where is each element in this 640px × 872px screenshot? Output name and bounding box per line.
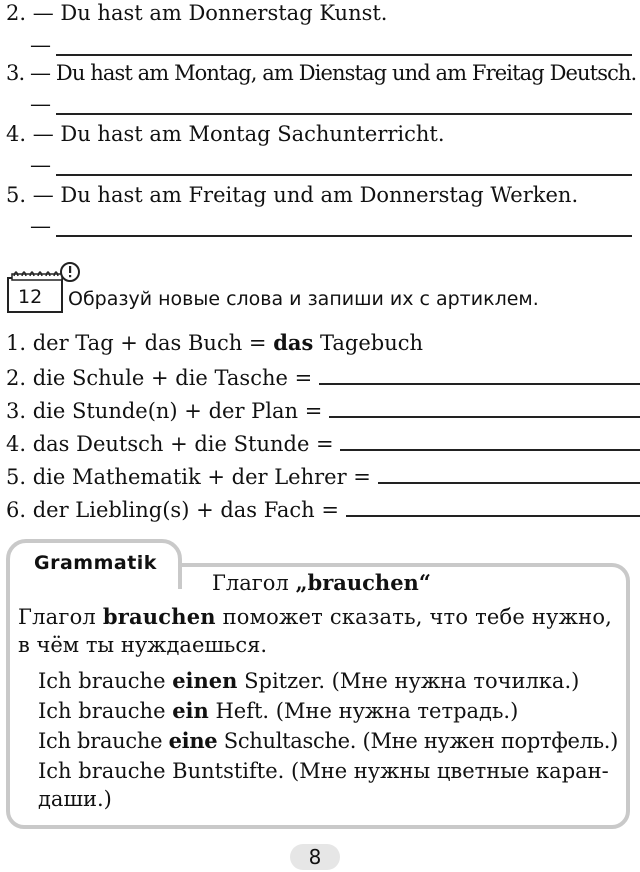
example-left: 1. der Tag + das Buch = [6, 331, 274, 355]
intro-verb: brauchen [102, 604, 216, 629]
write-line[interactable] [340, 429, 640, 451]
intro-prefix: Глагол [18, 605, 103, 629]
dash: — [30, 92, 51, 116]
question-4: 4. — Du hast am Montag Sachunterricht. [6, 122, 445, 146]
task-text: 5. die Mathematik + der Lehrer = [6, 465, 371, 489]
exercise-number: 12 [18, 286, 43, 308]
example-post: Schultasche. (Мне нужен портфель.) [217, 729, 619, 753]
task-6 [6, 495, 640, 523]
example-4 [38, 758, 609, 784]
task-4 [6, 429, 640, 457]
answer-line-5[interactable] [30, 213, 632, 239]
title-prefix: Глагол [212, 571, 296, 595]
example-word: Tagebuch [313, 331, 424, 355]
example-3 [38, 728, 618, 754]
example-4-cont: даши.) [38, 787, 112, 811]
exercise-12-instruction: Образуй новые слова и запиши их с артиклем. [68, 288, 539, 310]
example-pre: Ich brauche [38, 699, 173, 723]
task-text: 2. die Schule + die Tasche = [6, 366, 313, 390]
example-pre: Ich brauche Buntstifte. (Мне нужны цветные каран- [38, 759, 609, 783]
intro-text: поможет сказать, что тебе нужно, [215, 605, 613, 629]
write-line[interactable] [56, 54, 632, 56]
example-article: ein [172, 698, 209, 723]
task-text: 4. das Deutsch + die Stunde = [6, 432, 334, 456]
write-line[interactable] [378, 462, 640, 484]
answer-line-4[interactable] [30, 152, 632, 178]
example-line [6, 330, 423, 356]
dash: — [30, 33, 51, 57]
question-5: 5. — Du hast am Freitag und am Donnerstag Werken. [6, 183, 579, 207]
write-line[interactable] [56, 235, 632, 237]
example-pre: Ich brauche [38, 669, 173, 693]
task-3 [6, 396, 640, 424]
example-post: Spitzer. (Мне нужна точилка.) [237, 669, 580, 693]
grammar-tab-label: Grammatik [34, 552, 157, 574]
dash: — [30, 214, 51, 238]
write-line[interactable] [346, 495, 640, 517]
example-article: eine [168, 728, 218, 753]
dash: — [30, 153, 51, 177]
example-2 [38, 698, 518, 724]
example-article: einen [172, 668, 238, 693]
write-line[interactable] [329, 396, 640, 418]
example-pre: Ich brauche [38, 729, 169, 753]
tab-joint [10, 580, 178, 592]
example-article: das [273, 330, 314, 355]
question-3: 3. — Du hast am Montag, am Dienstag und am Freitag Deutsch. [6, 61, 637, 85]
task-5 [6, 462, 640, 490]
title-word: „brauchen“ [295, 570, 431, 595]
task-2 [6, 363, 640, 391]
page-number: 8 [290, 844, 340, 870]
write-line[interactable] [319, 363, 640, 385]
grammar-title [212, 570, 431, 596]
write-line[interactable] [56, 113, 632, 115]
grammar-intro-1 [18, 604, 612, 630]
answer-line-2[interactable] [30, 32, 632, 58]
task-text: 3. die Stunde(n) + der Plan = [6, 399, 323, 423]
write-line[interactable] [56, 174, 632, 176]
question-2: 2. — Du hast am Donnerstag Kunst. [6, 1, 388, 25]
example-post: Heft. (Мне нужна тетрадь.) [208, 699, 519, 723]
answer-line-3[interactable] [30, 91, 632, 117]
grammar-intro-2: в чём ты нуждаешься. [18, 633, 268, 657]
task-text: 6. der Liebling(s) + das Fach = [6, 498, 339, 522]
example-1 [38, 668, 579, 694]
